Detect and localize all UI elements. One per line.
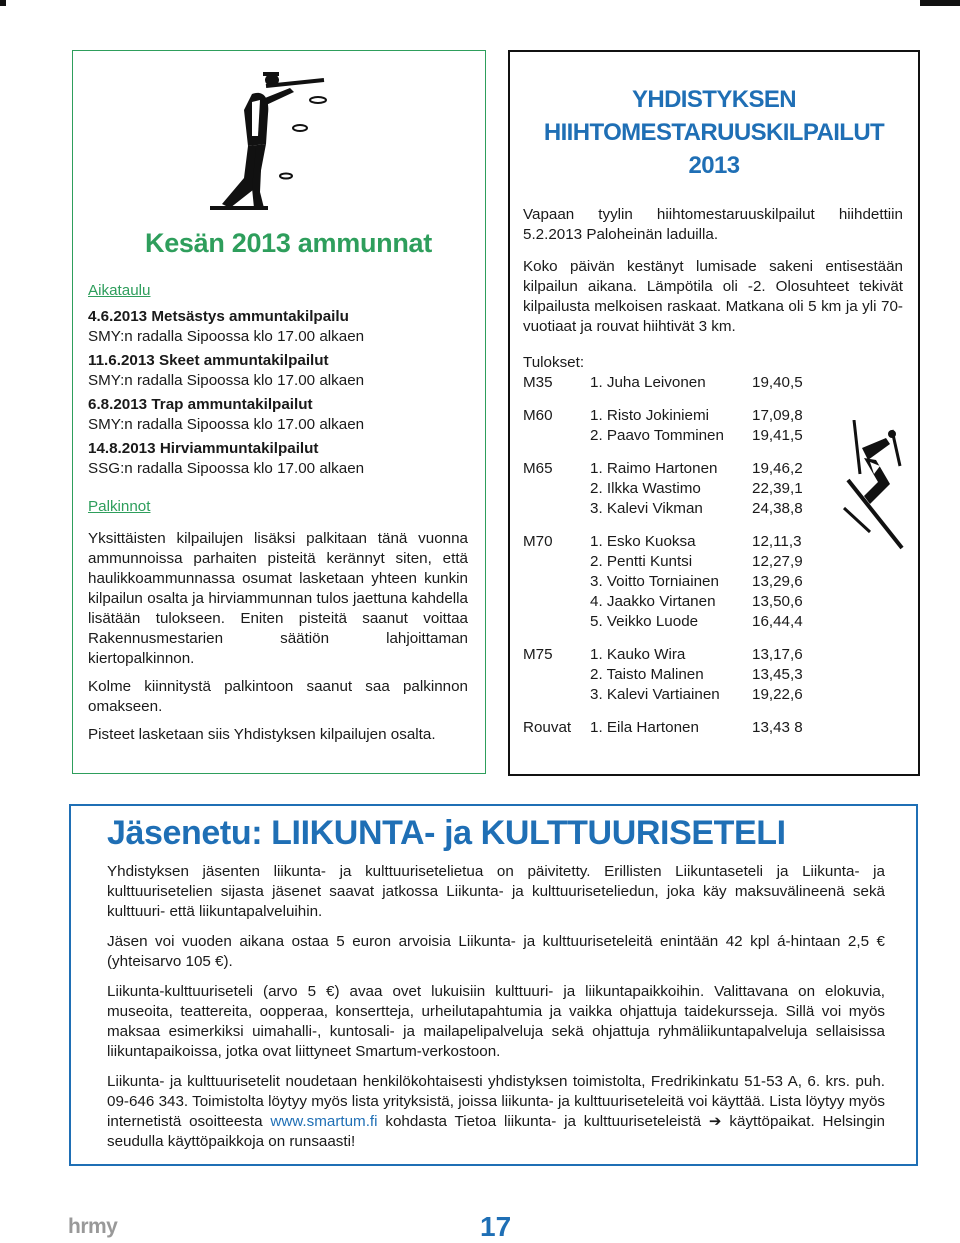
prizes-paragraph: Yksittäisten kilpailujen lisäksi palkitaan tänä vuonna ammunnoissa parhaiten pisteitä kerännyt siten, että haulikkoammunnassa osumat lasketaan yhteen kunkin kilpailun osalta ja hirviammunnan tulos jaettuna kahdella lisätään tulokseen. Eniten pisteitä saanut voittaa Rakennusmestarien säätiön lahjoittaman kiertopalkinnon.: [88, 530, 468, 667]
prizes-paragraph: Pisteet lasketaan siis Yhdistyksen kilpailujen osalta.: [88, 726, 436, 743]
benefit-content: [107, 862, 885, 1162]
result-time: 19,40,5: [752, 374, 803, 391]
skiing-conditions: Koko päivän kestänyt lumisade sakeni entisestään kilpailun aikana. Lämpötila oli -2. Olosuhteet tekivät kilpailusta melkoisen raskaat. Matkana oli 5 km ja yli 70-vuotiaat ja rouvat hiihtivät 3 km.: [523, 258, 903, 335]
event-date: 4.6.2013: [88, 308, 148, 325]
prizes-paragraph: Kolme kiinnitystä palkintoon saanut saa palkinnon omakseen.: [88, 678, 468, 715]
results-table: [523, 373, 832, 738]
result-class: M70: [523, 533, 553, 550]
result-name: 5. Veikko Luode: [590, 613, 699, 630]
event-place: SMY:n radalla Sipoossa klo 17.00 alkaen: [88, 328, 365, 345]
result-name: 2. Paavo Tomminen: [590, 427, 724, 444]
result-name: 1. Raimo Hartonen: [590, 460, 718, 477]
results-spacer: [523, 446, 832, 459]
result-time: 13,45,3: [752, 666, 803, 683]
result-row: [523, 592, 832, 612]
skier-illustration: [840, 420, 910, 550]
crop-mark: [920, 0, 960, 6]
result-row: [523, 718, 832, 738]
event-place: SMY:n radalla Sipoossa klo 17.00 alkaen: [88, 416, 365, 433]
result-class: [523, 552, 590, 572]
benefit-paragraph: [107, 1072, 885, 1152]
result-time: 17,09,8: [752, 407, 803, 424]
event-name: Metsästys ammuntakilpailu: [151, 308, 349, 325]
result-class: [523, 685, 590, 705]
result-row: [523, 645, 832, 665]
result-class: [523, 499, 590, 519]
results-heading: Tulokset:: [523, 354, 585, 371]
benefit-title: Jäsenetu: LIIKUNTA- ja KULTTUURISETELI: [107, 814, 786, 852]
result-row: [523, 572, 832, 592]
event-place: SMY:n radalla Sipoossa klo 17.00 alkaen: [88, 372, 365, 389]
event-name: Hirviammuntakilpailut: [159, 440, 319, 457]
skiing-title: [508, 83, 920, 182]
shooting-content: [88, 281, 468, 745]
event-item: [88, 439, 468, 479]
skiing-title-line: HIIHTOMESTARUUSKILPAILUT: [543, 119, 885, 146]
result-class: M75: [523, 646, 553, 663]
result-name: 3. Kalevi Vikman: [590, 500, 703, 517]
schedule-heading: Aikataulu: [88, 282, 151, 299]
result-row: [523, 612, 832, 632]
benefit-paragraph: Jäsen voi vuoden aikana ostaa 5 euron arvoisia Liikunta- ja kulttuuriseteleitä enintään 42 kpl á-hintaan 2,5 € (yhteisarvo 105 €).: [107, 933, 885, 970]
result-row: [523, 532, 832, 552]
result-time: 16,44,4: [752, 613, 803, 630]
result-class: [523, 612, 590, 632]
result-name: 3. Kalevi Vartiainen: [590, 686, 720, 703]
arrow-icon: ➔: [708, 1113, 722, 1130]
results-spacer: [523, 705, 832, 718]
result-name: 1. Kauko Wira: [590, 646, 686, 663]
result-row: [523, 373, 832, 393]
shooter-illustration: [200, 66, 330, 214]
result-class: [523, 426, 590, 446]
benefit-text: Liikunta- ja kulttuurisetelit noudetaan henkilökohtaisesti yhdistyksen toimistolta, Fredrikinkatu 51-53 A, 6. krs. puh. 09-646 343. Toimistolta löytyy myös lista yrityksistä, joissa liikunta- ja kulttuuriseteleitä voi käyttää. Lista löytyy myös internetistä osoitteesta: [107, 1073, 885, 1130]
result-time: 24,38,8: [752, 500, 803, 517]
result-name: 1. Risto Jokiniemi: [590, 407, 710, 424]
result-row: [523, 459, 832, 479]
result-name: 2. Ilkka Wastimo: [590, 480, 701, 497]
result-time: 22,39,1: [752, 480, 803, 497]
crop-mark: [0, 0, 6, 6]
page-number: 17: [480, 1211, 512, 1242]
result-class: [523, 479, 590, 499]
results-spacer: [523, 632, 832, 645]
result-row: [523, 479, 832, 499]
result-name: 2. Pentti Kuntsi: [590, 553, 693, 570]
result-class: Rouvat: [523, 719, 572, 736]
skiing-intro: Vapaan tyylin hiihtomestaruuskilpailut hiihdettiin 5.2.2013 Paloheinän laduilla.: [523, 206, 903, 243]
hrmy-logo: hrmy: [68, 1215, 118, 1238]
result-name: 2. Taisto Malinen: [590, 666, 704, 683]
shooting-title: Kesän 2013 ammunnat: [145, 228, 432, 258]
result-row: [523, 499, 832, 519]
result-row: [523, 665, 832, 685]
result-name: 1. Esko Kuoksa: [590, 533, 696, 550]
result-row: [523, 552, 832, 572]
result-time: 19,22,6: [752, 686, 803, 703]
result-time: 13,29,6: [752, 573, 803, 590]
result-name: 1. Juha Leivonen: [590, 374, 706, 391]
result-class: M35: [523, 374, 553, 391]
result-name: 3. Voitto Torniainen: [590, 573, 719, 590]
skiing-title-line: 2013: [688, 152, 740, 179]
result-time: 19,46,2: [752, 460, 803, 477]
result-class: M60: [523, 407, 553, 424]
benefit-paragraph: Yhdistyksen jäsenten liikunta- ja kulttuurisetelietua on päivitetty. Erillisten Liikuntaseteli ja Liikunta- ja kulttuurisetelien sijasta jäsenet saavat jatkossa Liikunta- ja kulttuuriseteliedun, joka käy maksuvälineenä sekä kulttuuri- että liikuntapalveluihin.: [107, 863, 885, 920]
result-class: M65: [523, 460, 553, 477]
prizes-heading: Palkinnot: [88, 498, 151, 515]
result-time: 13,43 8: [752, 719, 803, 736]
result-time: 12,11,3: [752, 533, 802, 550]
result-name: 1. Eila Hartonen: [590, 719, 699, 736]
event-date: 11.6.2013: [88, 352, 155, 369]
results-spacer: [523, 519, 832, 532]
results-spacer: [523, 393, 832, 406]
event-name: Skeet ammuntakilpailut: [158, 352, 329, 369]
smartum-link[interactable]: www.smartum.fi: [270, 1113, 378, 1130]
result-class: [523, 572, 590, 592]
result-row: [523, 426, 832, 446]
result-time: 19,41,5: [752, 427, 803, 444]
event-place: SSG:n radalla Sipoossa klo 17.00 alkaen: [88, 460, 365, 477]
result-class: [523, 592, 590, 612]
event-name: Trap ammuntakilpailut: [151, 396, 313, 413]
result-time: 13,17,6: [752, 646, 803, 663]
result-time: 13,50,6: [752, 593, 803, 610]
event-date: 6.8.2013: [88, 396, 148, 413]
skiing-title-line: YHDISTYKSEN: [631, 86, 797, 113]
event-date: 14.8.2013: [88, 440, 156, 457]
event-item: [88, 307, 468, 347]
result-name: 4. Jaakko Virtanen: [590, 593, 716, 610]
benefit-text: käyttöpaikat. Helsingin seudulla käyttöpaikkoja on runsaasti!: [107, 1113, 885, 1150]
result-class: [523, 665, 590, 685]
event-item: [88, 351, 468, 391]
result-row: [523, 406, 832, 426]
benefit-paragraph: Liikunta-kulttuuriseteli (arvo 5 €) avaa ovet lukuisiin kulttuuri- ja liikuntapaikkoihin. Valittavana on elokuvia, museoita, teattereita, oopperaa, konsertteja, urheilutapahtumia ja vaikka ohjattuja taidekursseja. Sillä voi myös maksaa esimerkiksi uimahalli-, kuntosali- ja mailapelipalveluja sekä ohjattuja ryhmäliikuntapalveluja sellaisissa liikuntapaikoissa, jotka ovat liittyneet Smartum-verkostoon.: [107, 983, 885, 1060]
result-row: [523, 685, 832, 705]
result-time: 12,27,9: [752, 553, 803, 570]
event-item: [88, 395, 468, 435]
benefit-text: kohdasta Tietoa liikunta- ja kulttuuriseteleistä: [385, 1113, 702, 1130]
